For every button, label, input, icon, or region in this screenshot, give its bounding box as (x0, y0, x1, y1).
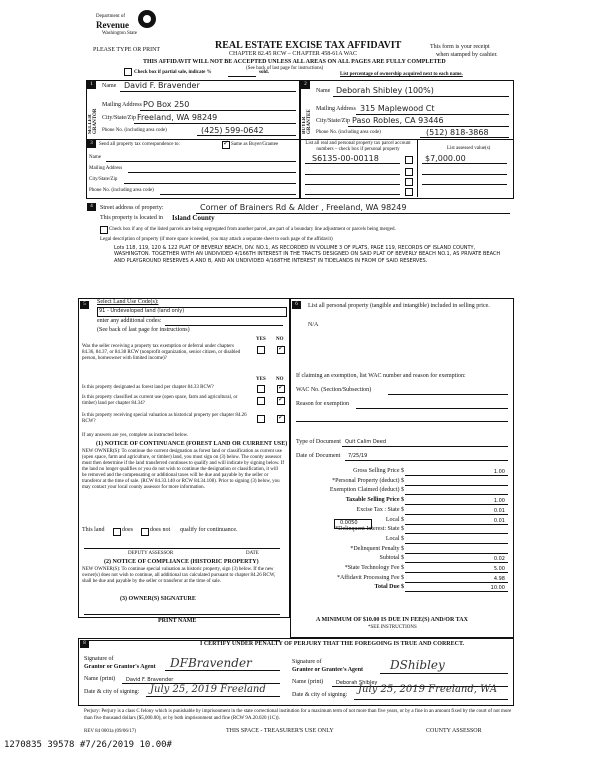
buyer-phone-label: Phone No. (including area code) (316, 130, 381, 135)
qualify-label: qualify for continuance. (180, 527, 238, 533)
legal-description[interactable]: Lots 118, 119, 120 & 122 PLAT OF BEVERLY BEACH, DIV. NO.1, AS RECORDED IN VOLUME 3 OF PLATS, PAGE 119, RECORDS OF ISLAND COUNTY, WASHINGTON. TOGETHER WITH AN UNDIVIDED 4/166TH INTEREST IN THE TRACTS DESIGNED ON SAID PLAT OF BEVERLY BEACH NO.1, AS PRIVATE BEACH AND PLAYGROUND RESERVES A AND B, AND AN UNDIVIDED 4/168THE INTEREST IN TIDELANDS IN FROM OF SAID RESERVES. (114, 245, 501, 264)
q1-no[interactable] (277, 346, 285, 354)
reason-line[interactable] (356, 408, 508, 409)
yes-header-1: YES (256, 337, 266, 342)
tax-row-line (405, 485, 508, 486)
q4-text: Is this property receiving special valuation as historical property per chapter 84.26 RCW? (82, 413, 247, 424)
seller-phone[interactable]: (425) 599-0642 (201, 126, 264, 135)
tax-row-value[interactable]: 10.00 (490, 585, 505, 592)
buyer-city[interactable]: Paso Robles, CA 93446 (352, 116, 444, 125)
logo-line1: Department of (96, 14, 126, 19)
grantor-name[interactable]: David F. Bravender (126, 677, 174, 683)
please-type: PLEASE TYPE OR PRINT (93, 47, 161, 53)
doc-date-label: Date of Document (296, 453, 341, 459)
owner-signature-label: (3) OWNER(S) SIGNATURE (120, 596, 196, 602)
q4-no[interactable] (277, 415, 285, 423)
form-title: REAL ESTATE EXCISE TAX AFFIDAVIT (215, 40, 402, 51)
does-not-label: does not (150, 527, 171, 533)
tax-row-value[interactable]: 0.01 (493, 517, 505, 524)
buyer-name-line (333, 96, 509, 97)
section-6-marker: 6 (292, 301, 301, 309)
doc-date-value[interactable]: 7/25/19 (348, 453, 368, 459)
legal-label: Legal description of property (if more space is needed, you may attach a separate sheet to each page of the affidavit) (100, 237, 333, 242)
tax-row-label: Excise Tax : State $ (356, 506, 404, 513)
notice1-title: (1) NOTICE OF CONTINUANCE (FOREST LAND OR CURRENT USE) (96, 441, 288, 447)
reason-label: Reason for exemption (296, 401, 349, 407)
q3-text: Is this property classified as current use (open space, farm and agricultural, or timber) land per chapter 84.34? (82, 395, 238, 406)
deputy-label: DEPUTY ASSESSOR (128, 551, 174, 556)
tax-row-label: *Delinquent Interest: State $ (335, 526, 404, 533)
county-assessor: COUNTY ASSESSOR (426, 728, 482, 734)
land-use-select-label: Select Land Use Code(s): (97, 299, 159, 305)
tax-row-label: Local $ (385, 516, 404, 523)
doc-type-label: Type of Document (296, 439, 341, 445)
seller-phone-line (197, 135, 296, 136)
tax-row-line (405, 543, 508, 544)
same-as-buyer-checkbox[interactable] (222, 141, 230, 149)
grantee-signature[interactable]: DShibley (390, 658, 445, 672)
q4-yes[interactable] (257, 415, 265, 423)
section-2-marker: 2 (301, 81, 310, 89)
grantee-sig-line (380, 673, 508, 674)
reason-line-2[interactable] (296, 421, 508, 422)
minimum-note: A MINIMUM OF $10.00 IS DUE IN FEE(S) AND/OR TAX (316, 617, 468, 623)
tax-row-value[interactable]: 4.98 (493, 575, 505, 582)
tax-row-line (405, 504, 508, 505)
notice1-text: NEW OWNER(S): To continue the current designation as forest land or classification as current use (open space, farm and agriculture, or timber) land, you must sign on (3) below. The county assessor must then determine if the land transferred continues to qualify and will indicate by signing below. If the land no longer qualifies or you do not wish to continue the designation or classification, it will be removed and the compensating or additional taxes will be due and payable by the seller or transferor at the time of sale. (RCW 84.33.140 or RCW 84.34.108). Prior to signing (3) below, you may contact your local county assessor for more information. (82, 449, 284, 490)
list-pct-note: List percentage of ownership acquired next to each name. (340, 72, 463, 77)
parcel-header: List all real and personal property tax parcel account numbers – check box if personal property (305, 141, 411, 152)
tax-row-label: Local $ (385, 535, 404, 542)
q3-yes[interactable] (257, 397, 265, 405)
corr-mailing-line[interactable] (128, 172, 296, 173)
section-5-marker: 5 (80, 301, 89, 309)
grantee-date-line (354, 699, 508, 700)
tax-row-value[interactable]: 1.00 (493, 469, 505, 475)
buyer-phone[interactable]: (512) 818-3868 (426, 128, 489, 137)
corr-phone-line[interactable] (160, 194, 296, 195)
buyer-mailing-line (356, 114, 509, 115)
parcel-line-3[interactable] (305, 184, 400, 185)
date-label: DATE (246, 551, 259, 556)
parcel-line-2[interactable] (305, 174, 400, 175)
street-line (196, 213, 510, 214)
parcel-1-checkbox[interactable] (405, 156, 413, 164)
wac-label: WAC No. (Section/Subsection) (296, 387, 372, 393)
local-rate[interactable]: 0.0050 (340, 520, 358, 526)
grantee-name-label: Name (print) (292, 679, 324, 685)
tax-row-line (405, 524, 508, 525)
q2-text: Is this property designated as forest land per chapter 84.33 RCW? (82, 385, 214, 390)
additional-codes-label: enter any additional codes: (97, 318, 162, 324)
q2-yes[interactable] (257, 385, 265, 393)
q1-text: Was the seller receiving a property tax exemption or deferral under chapters 84.36, 84.37, or 84.38 RCW (nonprofit organization, senior citizen, or disabled person, homeowner with limited income)? (82, 344, 241, 361)
logo-line2: Revenue (96, 20, 129, 30)
personal-property-label: List all personal property (tangible and intangible) included in selling price. (308, 303, 490, 309)
seller-mailing-label: Mailing Address (102, 102, 142, 108)
form-chapter: CHAPTER 82.45 RCW – CHAPTER 458-61A WAC (229, 51, 357, 57)
this-land-label: This land (82, 527, 105, 533)
stamped-note: when stamped by cashier. (436, 52, 498, 58)
street-address[interactable]: Corner of Brainers Rd & Alder , Freeland, WA 98249 (200, 203, 407, 212)
tax-row-label: *State Technology Fee $ (344, 565, 404, 571)
q1-yes[interactable] (257, 346, 265, 354)
corr-city-label: City/State/Zip (89, 177, 118, 182)
q2-no[interactable] (277, 385, 285, 393)
tax-row-label: *Affidavit Processing Fee $ (336, 574, 404, 581)
perjury-text: Perjury: Perjury is a class C felony which is punishable by imprisonment in the state correctional institution for a maximum term of not more than five years, or by a fine in an amount fixed by the court of not more than five thousand dollars ($5,000.00), or by both imprisonment and fine (RCW 9A.20.020 (1C)). (84, 709, 512, 721)
land-use-see-back: (See back of last page for instructions) (97, 327, 190, 333)
partial-sale-label: Check box if partial sale, indicate % (134, 70, 212, 75)
corr-phone-label: Phone No. (including area code) (89, 188, 154, 193)
tax-row-label: Exemption Claimed (deduct) $ (329, 487, 404, 494)
grantor-date-line (146, 696, 280, 697)
tax-row-value[interactable]: 5.00 (493, 566, 505, 572)
grantor-sig-line (165, 670, 280, 671)
see-instructions: *SEE INSTRUCTIONS (368, 625, 417, 630)
tax-row-line (405, 533, 508, 534)
tax-row-value[interactable]: 0.02 (493, 556, 505, 563)
no-header-1: NO (276, 337, 284, 342)
tax-row-label: Gross Selling Price $ (353, 468, 404, 474)
exemption-label: If claiming an exemption, list WAC number and reason for exemption: (296, 373, 466, 379)
tax-row-line (405, 514, 508, 515)
no-header-2: NO (276, 377, 284, 382)
tax-row-label: *Personal Property (deduct) $ (332, 477, 404, 484)
seller-city-label: City/State/Zip (102, 115, 136, 121)
seller-vertical-label: SELLER GRANTOR (88, 108, 98, 134)
grantor-date-city[interactable]: July 25, 2019 Freeland (150, 684, 266, 695)
grantor-sig-label-b: Grantor or Grantor's Agent (84, 664, 156, 670)
wac-line[interactable] (388, 394, 508, 395)
if-yes-note: If any answers are yes, complete as instructed below. (82, 433, 189, 438)
buyer-vertical-label: BUYER GRANTEE (302, 109, 312, 134)
tax-row-value[interactable]: 0.01 (493, 507, 505, 514)
seller-city[interactable]: Freeland, WA 98249 (137, 113, 218, 122)
assessed-line-3[interactable] (422, 184, 507, 185)
buyer-phone-line (420, 137, 509, 138)
grantee-date-label: Date & city of signing: (292, 692, 348, 698)
receipt-note: This form is your receipt (430, 44, 490, 50)
treasurer-use: THIS SPACE - TREASURER'S USE ONLY (226, 728, 334, 734)
buyer-name[interactable]: Deborah Shibley (100%) (336, 86, 434, 95)
logo-mark-inner (143, 15, 151, 23)
tax-row-label: Total Due $ (374, 584, 404, 591)
parcel-line-4[interactable] (305, 194, 400, 195)
tax-row-label: *Delinquent Penalty $ (350, 545, 404, 552)
assessed-line-1 (422, 163, 507, 164)
sold-label: sold. (259, 70, 269, 75)
partial-sale-checkbox[interactable] (124, 68, 132, 76)
tax-row-line (405, 591, 508, 592)
does-not-checkbox[interactable] (141, 528, 149, 536)
tax-row-label: Subtotal $ (379, 555, 404, 562)
corr-mailing-label: Mailing Address (89, 166, 123, 171)
doc-date-line (345, 460, 508, 461)
segregated-label: Check box if any of the listed parcels are being segregated from another parcel, are part of a boundary line adjustment or parcels being merged. (109, 227, 396, 232)
buyer-mailing[interactable]: 315 Maplewood Ct (360, 104, 435, 113)
notice2-text: NEW OWNER(S): To continue special valuation as historic property, sign (3) below. If the new owner(s) does not wish to continue, all additional tax calculated pursuant to chapter 84.26 RCW, shall be due and payable by the seller or transferor at the time of sale. (82, 567, 276, 584)
partial-sale-pct-line[interactable] (228, 76, 256, 77)
rev-number: REV 84 0001a (09/06/17) (84, 729, 136, 734)
owner-signature-line[interactable] (84, 614, 280, 615)
grantor-sig-label-a: Signature of (84, 656, 114, 662)
form-warning: THIS AFFIDAVIT WILL NOT BE ACCEPTED UNLESS ALL AREAS ON ALL PAGES ARE FULLY COMPLETED (143, 59, 446, 65)
buyer-city-label: City/State/Zip (316, 118, 350, 124)
grantee-sig-label-a: Signature of (292, 659, 322, 665)
doc-type-value[interactable]: Quit Calim Deed (345, 439, 387, 445)
section-1-marker: 1 (87, 81, 96, 89)
certify-text: I CERTIFY UNDER PENALTY OF PERJURY THAT THE FOREGOING IS TRUE AND CORRECT. (200, 641, 465, 647)
see-back-note: (See back of last page for instructions) (246, 66, 324, 71)
does-checkbox[interactable] (113, 528, 121, 536)
land-use-code[interactable]: 91 - Undeveloped land (land only) (99, 308, 185, 314)
parcel-line-1 (305, 163, 400, 164)
seller-name-label: Name (102, 83, 117, 89)
tax-row-line (405, 553, 508, 554)
assessed-header: List assessed value(s) (447, 146, 491, 151)
tax-row-line (405, 582, 508, 583)
parcel-4-checkbox[interactable] (405, 188, 413, 196)
same-as-buyer-label: Same as Buyer/Grantee (231, 142, 279, 147)
tax-row-line (405, 562, 508, 563)
section-8-marker: 8 (80, 640, 89, 648)
tax-row-line (405, 475, 508, 476)
receipt-stamp: 1270835 39578 #7/26/2019 10.00# (4, 740, 172, 750)
parcel-2-checkbox[interactable] (405, 168, 413, 176)
grantor-date-label: Date & city of signing: (84, 689, 140, 695)
assessed-line-2[interactable] (422, 174, 507, 175)
tax-row-line (405, 494, 508, 495)
seller-mailing[interactable]: PO Box 250 (143, 100, 190, 109)
doc-type-line (342, 446, 508, 447)
does-label: does (122, 527, 133, 533)
grantor-signature[interactable]: DFBravender (170, 656, 252, 670)
buyer-name-label: Name (316, 88, 331, 94)
buyer-mailing-label: Mailing Address (316, 106, 356, 112)
deputy-line[interactable] (84, 548, 280, 549)
located-label: This property is located in (100, 215, 163, 221)
personal-property-value[interactable]: N/A (308, 322, 319, 328)
seller-name-line (120, 91, 296, 92)
revenue-logo (96, 10, 160, 42)
street-label: Street address of property: (100, 205, 164, 211)
seller-city-line (134, 123, 296, 124)
tax-row-line (405, 572, 508, 573)
segregated-checkbox[interactable] (100, 226, 108, 234)
grantee-name[interactable]: Deborah Shibley (336, 680, 378, 686)
parcel-3-checkbox[interactable] (405, 178, 413, 186)
tax-row-value[interactable]: 1.00 (493, 498, 505, 505)
parcel-divider (417, 139, 419, 197)
buyer-city-line (348, 126, 509, 127)
section-4-marker: 4 (87, 203, 96, 211)
parcel-number[interactable]: S6135-00-00118 (312, 154, 379, 163)
yes-header-2: YES (256, 377, 266, 382)
assessed-value[interactable]: $7,000.00 (425, 154, 466, 163)
additional-codes-line[interactable] (165, 325, 283, 326)
county[interactable]: Island County (172, 214, 215, 222)
print-name-label: PRINT NAME (158, 618, 197, 624)
corr-name-label: Name (89, 155, 101, 160)
tax-row-label: Taxable Selling Price $ (345, 497, 404, 504)
seller-name[interactable]: David F. Bravender (124, 81, 200, 90)
seller-phone-label: Phone No. (including area code) (102, 128, 167, 133)
corr-city-line[interactable] (124, 183, 296, 184)
q3-no[interactable] (277, 397, 285, 405)
section-3-marker: 3 (87, 140, 96, 148)
grantee-sig-label-b: Grantee or Grantee's Agent (292, 667, 364, 673)
grantee-date-city[interactable]: July 25, 2019 Freeland, WA (358, 684, 498, 695)
seller-mailing-line (140, 110, 296, 111)
grantor-name-label: Name (print) (84, 676, 116, 682)
send-correspondence-label: Send all property tax correspondence to: (99, 142, 180, 147)
notice2-title: (2) NOTICE OF COMPLIANCE (HISTORIC PROPERTY) (104, 559, 259, 565)
corr-name-line[interactable] (106, 161, 296, 162)
logo-line3: Washington State (102, 31, 138, 36)
